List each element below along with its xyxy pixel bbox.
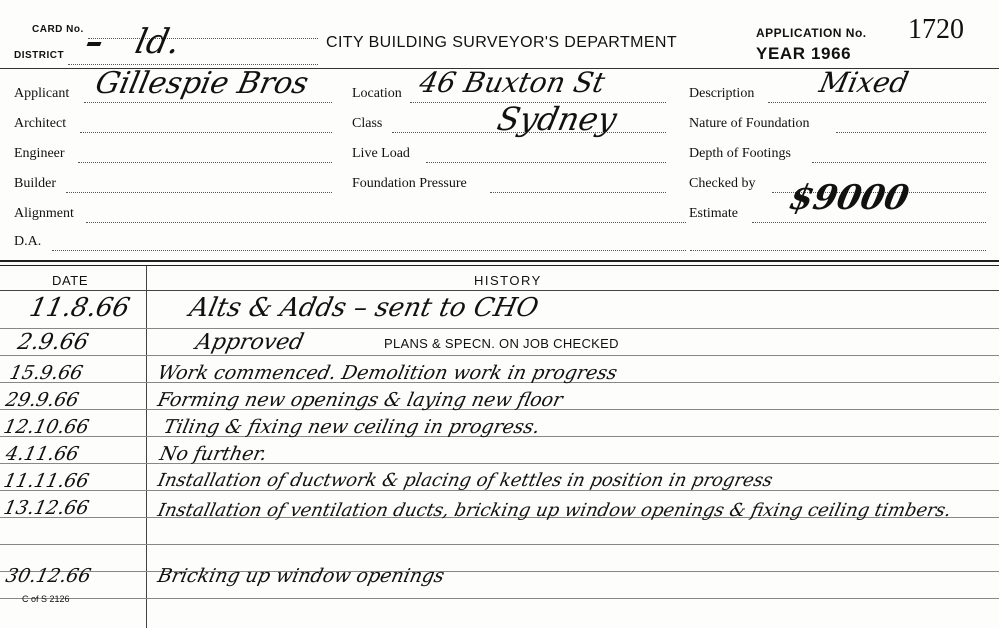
row-rule (0, 544, 999, 545)
class-value: Sydney (493, 100, 621, 138)
table-row-text: No further. (157, 443, 269, 465)
applicant-value: Gillespie Bros (92, 66, 312, 101)
table-row-text: Bricking up window openings (155, 565, 447, 587)
table-row-text: Installation of ventilation ducts, bricking up window openings & fixing ceiling timbers. (155, 500, 954, 521)
district-value: ld. (131, 22, 184, 62)
row-rule (0, 598, 999, 599)
builder-label: Builder (14, 176, 56, 191)
application-number: 1720 (908, 14, 964, 45)
row-rule (0, 328, 999, 329)
table-row-date: 15.9.66 (7, 362, 85, 384)
description-label: Description (689, 86, 755, 101)
district-line (68, 64, 318, 65)
da-label: D.A. (14, 234, 42, 249)
row-rule (0, 463, 999, 464)
row-rule (0, 571, 999, 572)
row-rule (0, 355, 999, 356)
depth-of-footings-label: Depth of Footings (689, 146, 791, 161)
class-line (392, 132, 666, 133)
table-row-text: Installation of ductwork & placing of kettles in position in progress (155, 470, 775, 491)
header-rule (0, 290, 999, 291)
depth-of-footings-line (812, 162, 986, 163)
table-row-date: 13.12.66 (1, 497, 91, 519)
description-line (768, 102, 986, 103)
checked-by-label: Checked by (689, 176, 756, 191)
table-row-date: 29.9.66 (3, 389, 81, 411)
applicant-label: Applicant (14, 86, 70, 101)
table-row-text: Alts & Adds – sent to CHO (186, 293, 542, 323)
nature-of-foundation-label: Nature of Foundation (689, 116, 810, 131)
section-divider (0, 260, 999, 262)
location-value: 46 Buxton St (416, 66, 608, 99)
engineer-label: Engineer (14, 146, 65, 161)
card-no-line (88, 38, 318, 39)
builder-line (66, 192, 332, 193)
architect-label: Architect (14, 116, 67, 131)
table-row-date: 11.11.66 (1, 470, 91, 492)
estimate-value: $9000 (785, 178, 913, 218)
live-load-line (426, 162, 666, 163)
alignment-line (86, 222, 686, 223)
estimate-label: Estimate (689, 206, 738, 221)
section-divider-inner (0, 265, 999, 266)
table-row-date: 30.12.66 (3, 565, 93, 587)
table-row-date: 2.9.66 (15, 330, 91, 355)
location-label: Location (352, 86, 402, 101)
estimate-line (752, 222, 986, 223)
year-label: YEAR 1966 (756, 44, 852, 63)
history-header: HISTORY (474, 273, 542, 288)
live-load-label: Live Load (352, 146, 410, 161)
architect-line (80, 132, 332, 133)
date-header: DATE (52, 273, 89, 288)
table-row-date: 12.10.66 (1, 416, 91, 438)
da-line (52, 250, 686, 251)
table-row-text: Tiling & fixing new ceiling in progress. (161, 416, 542, 438)
card-no-label: CARD No. (32, 24, 84, 35)
form-code: C of S 2126 (22, 594, 70, 604)
nature-of-foundation-line (836, 132, 986, 133)
table-row-date: 11.8.66 (26, 293, 133, 323)
department-title: CITY BUILDING SURVEYOR'S DEPARTMENT (326, 34, 678, 51)
foundation-pressure-line (490, 192, 666, 193)
foundation-pressure-label: Foundation Pressure (352, 176, 467, 191)
table-row-text: Approved (193, 330, 307, 355)
date-column-divider (146, 266, 147, 628)
applicant-line (84, 102, 332, 103)
table-row-date: 4.11.66 (3, 443, 81, 465)
description-value: Mixed (816, 66, 912, 99)
application-label: APPLICATION No. (756, 26, 867, 40)
district-label: DISTRICT (14, 50, 65, 61)
plans-checked-stamp: PLANS & SPECN. ON JOB CHECKED (384, 336, 619, 351)
district-dash: – (81, 22, 108, 62)
blank-line (690, 250, 986, 251)
alignment-label: Alignment (14, 206, 74, 221)
table-row-text: Forming new openings & laying new floor (155, 389, 565, 411)
engineer-line (78, 162, 332, 163)
class-label: Class (352, 116, 383, 131)
table-row-text: Work commenced. Demolition work in progress (155, 362, 620, 384)
